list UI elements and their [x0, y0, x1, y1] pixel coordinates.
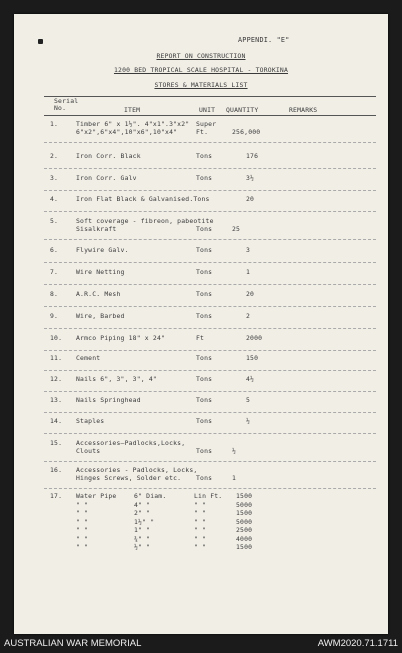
- row-unit-line2: Tons: [196, 474, 213, 482]
- row-divider: [44, 488, 376, 489]
- pipe-label: Water Pipe: [76, 492, 117, 500]
- row-quantity: 2: [246, 312, 251, 320]
- row-divider: [44, 306, 376, 307]
- punch-hole-mark: [38, 39, 43, 44]
- row-number: 12.: [50, 375, 63, 383]
- row-unit: Tons: [196, 417, 213, 425]
- list-title: STORES & MATERIALS LIST: [154, 81, 248, 89]
- row-item: Flywire Galv.: [76, 246, 129, 254]
- row-quantity: 3: [246, 246, 251, 254]
- footer-accession: AWM2020.71.1711: [317, 638, 398, 649]
- document-page: [14, 14, 388, 634]
- row-item-line2: Sisalkraft: [76, 225, 117, 233]
- header-rule-bottom: [44, 115, 376, 116]
- row-quantity: 4½: [246, 375, 255, 383]
- row-quantity: 5: [246, 396, 251, 404]
- row-item-line2: Hinges Screws, Solder etc.: [76, 474, 182, 482]
- row-number: 5.: [50, 217, 59, 225]
- row-number: 7.: [50, 268, 59, 276]
- row-unit-line2: Tons: [196, 447, 213, 455]
- row-number: 16.: [50, 466, 63, 474]
- row-number: 11.: [50, 354, 63, 362]
- row-divider: [44, 328, 376, 329]
- row-divider: [44, 142, 376, 143]
- row-item: Soft coverage - fibreon, pabeotite: [76, 217, 214, 225]
- pipe-diameter: ¾" ": [134, 534, 151, 543]
- pipe-quantity: 1500: [236, 492, 253, 500]
- row-quantity-line2: 25: [232, 225, 241, 233]
- row-divider: [44, 350, 376, 351]
- row-quantity: 20: [246, 195, 255, 203]
- row-unit: Tons: [196, 174, 213, 182]
- row-item: A.R.C. Mesh: [76, 290, 121, 298]
- pipe-quantity: 4000: [236, 534, 253, 543]
- row-item: Cement: [76, 354, 101, 362]
- row-divider: [44, 461, 376, 462]
- row-item: Staples: [76, 417, 105, 425]
- pipe-unit: " ": [194, 543, 207, 551]
- col-remarks: REMARKS: [289, 106, 318, 114]
- row-item: Iron Corr. Black: [76, 152, 141, 160]
- pipe-unit: " ": [194, 509, 207, 517]
- row-unit-line2: Tons: [196, 225, 213, 233]
- row-item: Accessories—Padlocks,Locks,: [76, 439, 186, 447]
- row-unit: Tons: [196, 375, 213, 383]
- pipe-unit: Lin Ft.: [194, 492, 223, 500]
- pipe-diameter: ½" ": [134, 543, 151, 551]
- row-number: 15.: [50, 439, 63, 447]
- row-unit: Tons: [196, 396, 213, 404]
- row-quantity: 150: [246, 354, 259, 362]
- pipe-label: " ": [76, 534, 89, 543]
- row-item-line2: Clouts: [76, 447, 101, 455]
- footer-source: AUSTRALIAN WAR MEMORIAL: [4, 638, 142, 649]
- row-quantity: 20: [246, 290, 255, 298]
- pipe-unit: " ": [194, 500, 207, 509]
- row-divider: [44, 412, 376, 413]
- row-quantity: ½: [246, 417, 251, 425]
- row-quantity: 3½: [246, 174, 255, 182]
- row-unit: Ft: [196, 334, 205, 342]
- row-item: Timber 6" x 1½". 4"x1".3"x2": [76, 120, 190, 128]
- col-item: ITEM: [124, 106, 141, 114]
- row-number: 3.: [50, 174, 59, 182]
- row-number: 13.: [50, 396, 63, 404]
- row-item: Nails Springhead: [76, 396, 141, 404]
- report-title: REPORT ON CONSTRUCTION: [156, 52, 246, 60]
- row-quantity-line2: 1: [232, 474, 237, 482]
- row-item: Iron Corr. Galv: [76, 174, 137, 182]
- row-quantity: 176: [246, 152, 259, 160]
- pipe-label: " ": [76, 543, 89, 551]
- row-item-line2: 6"x2",6"x4",10"x6",10"x4": [76, 128, 178, 136]
- row-item: Wire, Barbed: [76, 312, 125, 320]
- row-number: 1.: [50, 120, 59, 128]
- row-unit-line2: Ft.: [196, 128, 209, 136]
- row-item: Armco Piping 18" x 24": [76, 334, 166, 342]
- pipe-quantity: 2500: [236, 526, 253, 534]
- row-quantity-line2: ½: [232, 447, 237, 455]
- row-unit: Tons: [196, 246, 213, 254]
- col-serial: Serial No.: [54, 97, 79, 112]
- appendix-label: APPENDI. "E": [238, 36, 290, 44]
- row-divider: [44, 284, 376, 285]
- header-rule-top: [44, 96, 376, 97]
- row-number: 10.: [50, 334, 63, 342]
- row-number: 8.: [50, 290, 59, 298]
- row-divider: [44, 370, 376, 371]
- row-number: 4.: [50, 195, 59, 203]
- row-divider: [44, 168, 376, 169]
- row-divider: [44, 190, 376, 191]
- row-unit: Super: [196, 120, 217, 128]
- pipe-diameter: 1" ": [134, 526, 151, 534]
- row-number: 9.: [50, 312, 59, 320]
- row-number: 14.: [50, 417, 63, 425]
- row-number: 2.: [50, 152, 59, 160]
- row-divider: [44, 211, 376, 212]
- pipe-quantity: 1500: [236, 543, 253, 551]
- pipe-label: " ": [76, 509, 89, 517]
- pipe-label: " ": [76, 517, 89, 526]
- row-item: Nails 6", 3", 3", 4": [76, 375, 157, 383]
- row-unit: Tons: [196, 268, 213, 276]
- hospital-title: 1200 BED TROPICAL SCALE HOSPITAL - TOROKINA: [113, 66, 289, 74]
- col-quantity: QUANTITY: [226, 106, 259, 114]
- row-item: Iron Flat Black & Galvanised.Tons: [76, 195, 210, 203]
- row-item: Accessories - Padlocks, Locks,: [76, 466, 198, 474]
- row-divider: [44, 262, 376, 263]
- pipe-unit: " ": [194, 526, 207, 534]
- row-unit: Tons: [196, 354, 213, 362]
- row-number: 17.: [50, 492, 63, 500]
- row-divider: [44, 239, 376, 240]
- row-unit: Tons: [196, 312, 213, 320]
- pipe-diameter: 2" ": [134, 509, 151, 517]
- row-unit: Tons: [196, 152, 213, 160]
- row-quantity: 2000: [246, 334, 263, 342]
- row-divider: [44, 391, 376, 392]
- pipe-unit: " ": [194, 517, 207, 526]
- pipe-diameter: 6" Diam.: [134, 492, 167, 500]
- row-divider: [44, 433, 376, 434]
- pipe-diameter: 1½" ": [134, 517, 155, 526]
- row-unit: Tons: [196, 290, 213, 298]
- pipe-diameter: 4" ": [134, 500, 151, 509]
- pipe-quantity: 1500: [236, 509, 253, 517]
- pipe-label: " ": [76, 500, 89, 509]
- row-quantity-line2: 256,000: [232, 128, 261, 136]
- row-quantity: 1: [246, 268, 251, 276]
- pipe-label: " ": [76, 526, 89, 534]
- pipe-quantity: 5000: [236, 500, 253, 509]
- pipe-unit: " ": [194, 534, 207, 543]
- pipe-quantity: 5000: [236, 517, 253, 526]
- col-unit: UNIT: [199, 106, 216, 114]
- row-number: 6.: [50, 246, 59, 254]
- row-item: Wire Netting: [76, 268, 125, 276]
